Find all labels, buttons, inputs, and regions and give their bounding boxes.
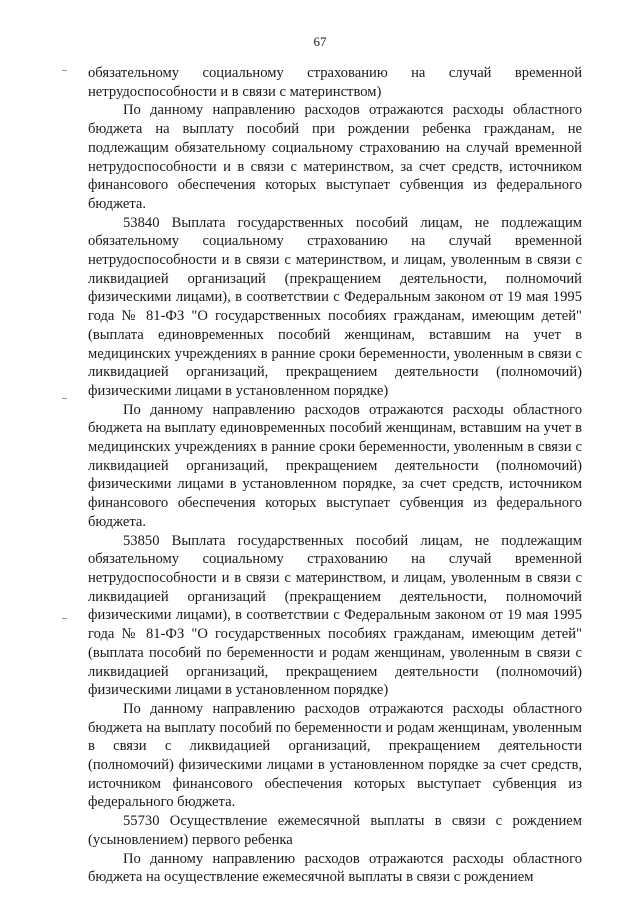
paragraph-description: По данному направлению расходов отражаются расходы областного бюджета на выплату пособий при рождении ребенка гражданам, не подлежащим обязательному социальному страхованию на случай временной нетрудоспособности и в связи с материнством, за счет средств, источником финансового обеспечения которых выступает субвенция из федерального бюджета. [88, 102, 582, 212]
margin-mark [62, 70, 67, 71]
paragraph-description: По данному направлению расходов отражаются расходы областного бюджета на осуществление ежемесячной выплаты в связи с рождением [88, 850, 582, 886]
paragraph-description: По данному направлению расходов отражаются расходы областного бюджета на выплату пособий по беременности и родам женщинам, уволенным в связи с ликвидацией организаций, прекращением деятельности (полномочий) физическими лицами в установленном порядке за счет средств, источником финансового обеспечения которых выступает субвенция из федерального бюджета. [88, 700, 582, 811]
paragraph-description: По данному направлению расходов отражаются расходы областного бюджета на выплату единовременных пособий женщинам, вставшим на учет в медицинских учреждениях в ранние сроки беременности, уволенным в связи с ликвидацией организаций, прекращением деятельности (полномочий) физическими лицами в установленном порядке, за счет средств, источником финансового обеспечения которых выступает субвенция из федерального бюджета. [88, 401, 582, 530]
paragraph-continuation: обязательному социальному страхованию на случай временной нетрудоспособности и в связи с материнством) [88, 65, 582, 100]
paragraph-code-53850: 53850 Выплата государственных пособий лицам, не подлежащим обязательному социальному страхованию на случай временной нетрудоспособности и в связи с материнством, и лицам, уволенным в связи с ликвидацией организаций (прекращением деятельности, полномочий физическими лицами), в соответствии с Федеральным законом от 19 мая 1995 года № 81-ФЗ "О государственных пособиях гражданам, имеющим детей" (выплата пособий по беременности и родам женщинам, уволенным в связи с ликвидацией организаций, прекращением деятельности (полномочий) физическими лицами в установленном порядке) [88, 532, 582, 699]
margin-mark [62, 398, 67, 399]
margin-mark [62, 618, 67, 619]
paragraph-code-55730: 55730 Осуществление ежемесячной выплаты в связи с рождением (усыновлением) первого ребенка [88, 813, 582, 848]
page-number: 67 [313, 34, 327, 49]
paragraph-code-53840: 53840 Выплата государственных пособий лицам, не подлежащим обязательному социальному страхованию на случай временной нетрудоспособности и в связи с материнством, и лицам, уволенным в связи с ликвидацией организаций (прекращением деятельности, полномочий физическими лицами), в соответствии с Федеральным законом от 19 мая 1995 года № 81-ФЗ "О государственных пособиях гражданам, имеющим детей" (выплата единовременных пособий женщинам, вставшим на учет в медицинских учреждениях в ранние сроки беременности, уволенным в связи с ликвидацией организаций, прекращением деятельности (полномочий) физическими лицами в установленном порядке) [88, 214, 582, 399]
document-body [88, 64, 582, 887]
